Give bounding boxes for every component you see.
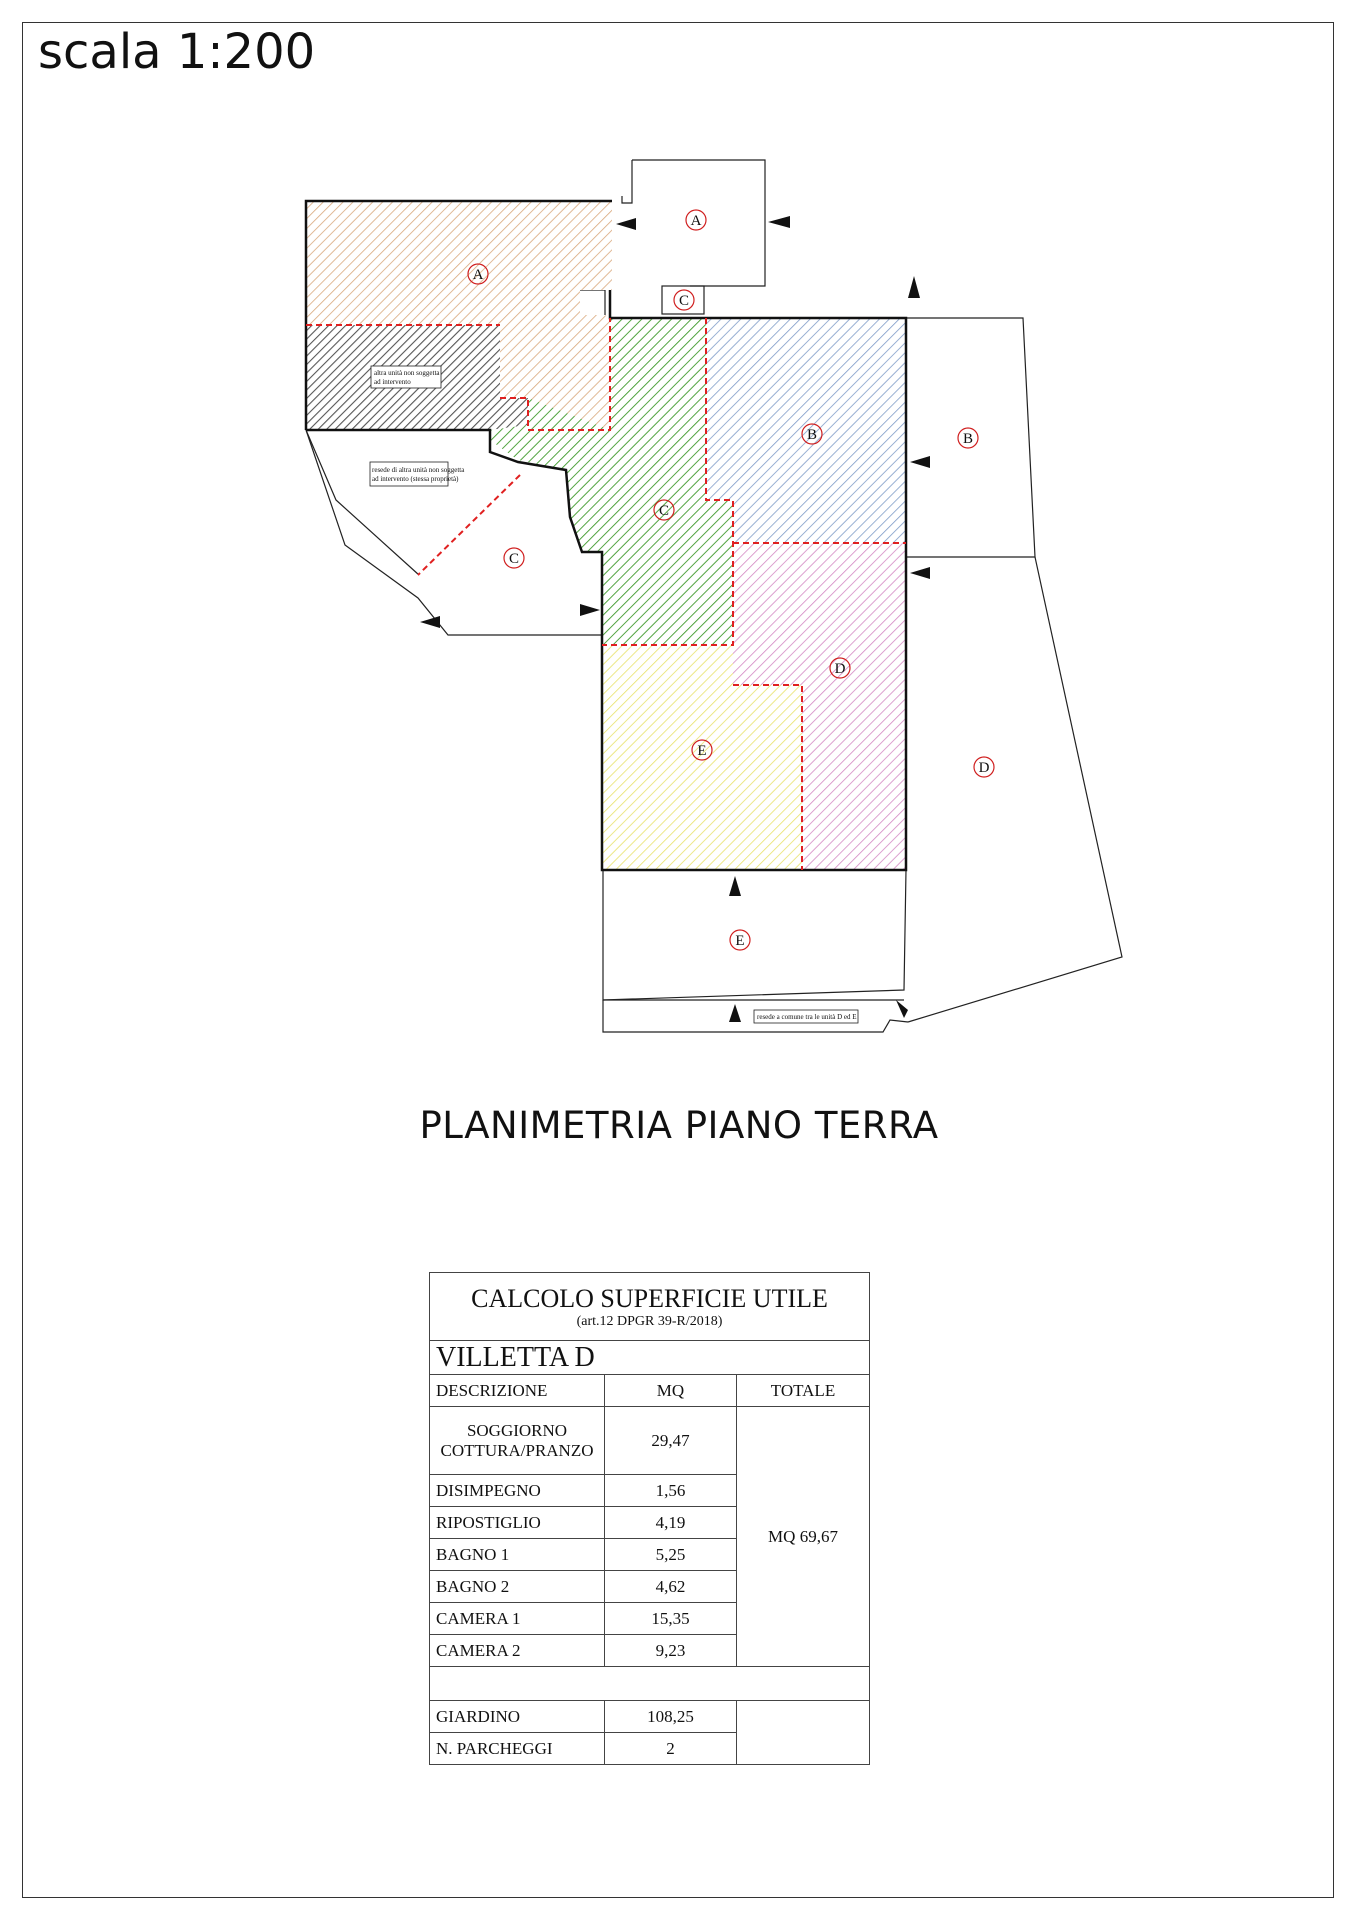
note-common-yard xyxy=(754,1010,858,1023)
row-description: DISIMPEGNO xyxy=(430,1475,605,1507)
zone-label-c-yard xyxy=(504,548,524,568)
svg-text:ad intervento (stessa propriet: ad intervento (stessa proprietà) xyxy=(372,475,459,483)
zone-label-e-yard xyxy=(730,930,750,950)
row-description: CAMERA 2 xyxy=(430,1635,605,1667)
svg-text:D: D xyxy=(834,661,846,677)
svg-text:resede di altra unità non sogg: resede di altra unità non soggetta xyxy=(372,466,465,474)
plan-title: PLANIMETRIA PIANO TERRA xyxy=(419,1104,939,1147)
svg-text:B: B xyxy=(806,427,818,443)
svg-text:C: C xyxy=(678,293,690,309)
svg-text:A: A xyxy=(690,213,702,229)
zone-label-d-yard xyxy=(974,757,994,777)
svg-text:altra unità non soggetta: altra unità non soggetta xyxy=(374,369,440,377)
svg-text:C: C xyxy=(508,551,520,567)
unit-name: VILLETTA D xyxy=(430,1341,870,1375)
svg-text:ad intervento: ad intervento xyxy=(374,378,411,386)
note-other-unit xyxy=(371,366,441,388)
table-spacer-row xyxy=(430,1667,870,1701)
yard-d-outline xyxy=(908,557,1122,1022)
svg-text:E: E xyxy=(735,933,745,949)
svg-text:E: E xyxy=(697,743,707,759)
row-mq: 29,47 xyxy=(605,1407,737,1475)
row-mq: 5,25 xyxy=(605,1539,737,1571)
svg-text:C: C xyxy=(658,503,670,519)
row-mq: 15,35 xyxy=(605,1603,737,1635)
table-row xyxy=(430,1701,870,1733)
row-mq: 4,19 xyxy=(605,1507,737,1539)
svg-text:B: B xyxy=(962,431,974,447)
row-description: SOGGIORNO COTTURA/PRANZO xyxy=(430,1407,605,1475)
zone-label-a-yard xyxy=(686,210,706,230)
svg-text:resede a comune tra le unità D: resede a comune tra le unità D ed E xyxy=(757,1013,857,1021)
row-description: GIARDINO xyxy=(430,1701,605,1733)
row-mq: 2 xyxy=(605,1733,737,1765)
row-description: BAGNO 1 xyxy=(430,1539,605,1571)
row-mq: 4,62 xyxy=(605,1571,737,1603)
table-title: CALCOLO SUPERFICIE UTILE xyxy=(471,1283,828,1313)
row-description: CAMERA 1 xyxy=(430,1603,605,1635)
row-mq: 108,25 xyxy=(605,1701,737,1733)
zone-label-c-small xyxy=(674,290,694,310)
svg-text:A: A xyxy=(472,267,484,283)
row-mq: 1,56 xyxy=(605,1475,737,1507)
note-yard-other-unit xyxy=(370,462,465,486)
scale-label: scala 1:200 xyxy=(38,24,316,80)
header-description: DESCRIZIONE xyxy=(430,1375,605,1407)
svg-text:D: D xyxy=(978,760,990,776)
header-total: TOTALE xyxy=(737,1375,870,1407)
yard-e-outline xyxy=(603,870,906,1000)
total-value: MQ 69,67 xyxy=(737,1407,870,1667)
row-description: BAGNO 2 xyxy=(430,1571,605,1603)
zone-label-b-yard xyxy=(958,428,978,448)
header-mq: MQ xyxy=(605,1375,737,1407)
row-description: N. PARCHEGGI xyxy=(430,1733,605,1765)
extras-total-empty xyxy=(737,1701,870,1765)
table-subtitle: (art.12 DPGR 39-R/2018) xyxy=(576,1313,723,1329)
row-mq: 9,23 xyxy=(605,1635,737,1667)
surface-calculation-table xyxy=(429,1272,870,1765)
row-description: RIPOSTIGLIO xyxy=(430,1507,605,1539)
table-title-cell xyxy=(430,1273,870,1341)
table-row xyxy=(430,1407,870,1475)
